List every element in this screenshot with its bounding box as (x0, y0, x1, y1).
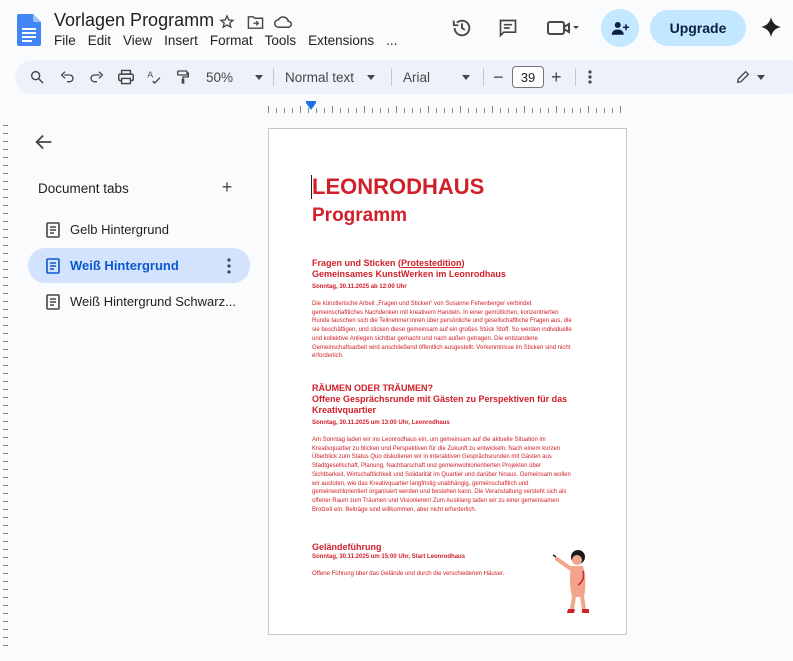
ruler-tick (572, 108, 573, 113)
ruler-tick (420, 108, 421, 113)
upgrade-button[interactable]: Upgrade (650, 10, 746, 46)
section-title (312, 383, 582, 416)
ruler-tick (476, 108, 477, 113)
cloud-status-icon[interactable] (273, 12, 293, 32)
section-date: Sonntag, 30.11.2025 um 13:00 Uhr, Leonrodhaus (312, 420, 450, 426)
menu-edit[interactable]: Edit (87, 33, 112, 48)
menu-bar (48, 33, 403, 48)
ruler-tick (3, 549, 8, 550)
zoom-select[interactable] (206, 60, 263, 94)
font-select[interactable] (403, 60, 470, 94)
ruler-tick (332, 106, 333, 113)
ruler-tick (3, 621, 8, 622)
ruler-tick (3, 325, 8, 326)
ruler-tick (492, 106, 493, 113)
ruler-tick (3, 269, 8, 270)
indent-marker[interactable] (306, 103, 316, 110)
more-options-icon[interactable] (588, 60, 592, 94)
ruler-tick (3, 357, 8, 358)
ruler-tick (3, 349, 8, 350)
ruler-tick (484, 108, 485, 113)
tab-label: Weiß Hintergrund Schwarz... (70, 294, 236, 309)
page-heading: LEONRODHAUS (312, 174, 485, 199)
ruler-tick (3, 573, 8, 574)
gemini-spark-icon[interactable] (757, 13, 785, 41)
ruler-tick (3, 565, 8, 566)
ruler-tick (372, 108, 373, 113)
increase-font-size-icon[interactable]: + (551, 66, 562, 87)
tab-more-options-icon[interactable] (226, 257, 232, 275)
document-title[interactable]: Vorlagen Programm (54, 10, 215, 30)
tab-weiss-hintergrund-schwarz[interactable] (28, 284, 250, 319)
ruler-tick (284, 108, 285, 113)
ruler-tick (3, 493, 8, 494)
section-title-line2: Gemeinsames KunstWerken im Leonrodhaus (312, 269, 506, 279)
ruler-tick (380, 108, 381, 113)
ruler-tick (3, 413, 8, 414)
ruler-tick (3, 525, 8, 526)
paint-format-icon[interactable] (175, 60, 191, 94)
ruler-tick (3, 557, 8, 558)
search-menus-icon[interactable] (29, 60, 45, 94)
document-icon (46, 294, 60, 310)
ruler-tick (588, 106, 589, 113)
ruler-tick (3, 333, 8, 334)
section-date: Sonntag, 30.11.2025 um 15:00 Uhr, Start Leonrodhaus (312, 554, 466, 560)
ruler-tick (388, 108, 389, 113)
ruler-tick (3, 421, 8, 422)
chevron-down-icon (462, 75, 470, 80)
document-icon (46, 258, 60, 274)
ruler-tick (3, 581, 8, 582)
menu-view[interactable]: View (123, 33, 153, 48)
ruler-tick (564, 108, 565, 113)
ruler-tick (3, 533, 8, 534)
section-title-part: ) (461, 258, 465, 268)
ruler-tick (3, 589, 8, 590)
ruler-tick (3, 245, 8, 246)
ruler-tick (3, 253, 8, 254)
ruler-tick (3, 429, 8, 430)
ruler-tick (3, 293, 8, 294)
ruler-tick (3, 181, 8, 182)
ruler-tick (3, 645, 8, 646)
chevron-down-icon (255, 75, 263, 80)
vertical-ruler[interactable] (0, 125, 10, 661)
document-tabs-title: Document tabs (38, 181, 129, 196)
ruler-tick (3, 133, 8, 134)
section-title-part: Fragen und Sticken ( (312, 258, 402, 268)
ruler-tick (3, 381, 8, 382)
section-title-underlined: Protestedition (401, 258, 462, 268)
ruler-tick (436, 108, 437, 113)
ruler-tick (3, 605, 8, 606)
menu-insert[interactable]: Insert (164, 33, 198, 48)
ruler-tick (548, 108, 549, 113)
menu-file[interactable]: File (54, 33, 76, 48)
meet-camera-icon[interactable] (540, 10, 586, 46)
ruler-tick (3, 453, 8, 454)
back-arrow-icon[interactable] (33, 131, 55, 153)
ruler-tick (3, 285, 8, 286)
ruler-tick (3, 125, 8, 126)
section-title-line2: Offene Gesprächsrunde mit Gästen zu Perspektiven für das Kreativquartier (312, 394, 568, 415)
ruler-tick (3, 237, 8, 238)
ruler-tick (604, 108, 605, 113)
ruler-tick (3, 229, 8, 230)
ruler-tick (3, 613, 8, 614)
style-value: Normal text (285, 69, 355, 85)
font-value: Arial (403, 69, 431, 85)
menu-format[interactable]: Format (209, 33, 253, 48)
ruler-tick (3, 261, 8, 262)
ruler-tick (3, 485, 8, 486)
ruler-tick (3, 597, 8, 598)
page-subheading: Programm (312, 205, 408, 226)
ruler-tick (3, 461, 8, 462)
share-button[interactable] (601, 9, 639, 47)
ruler-tick (348, 108, 349, 113)
ruler-tick (532, 108, 533, 113)
illustration-figure (551, 547, 597, 615)
tab-gelb-hintergrund[interactable] (28, 212, 250, 247)
ruler-tick (3, 301, 8, 302)
tab-weiss-hintergrund[interactable] (28, 248, 250, 283)
section-body: Offene Führung über das Gelände und durch die verschiedenen Häuser. (312, 571, 505, 577)
ruler-tick (3, 469, 8, 470)
ruler-tick (3, 437, 8, 438)
ruler-tick (404, 108, 405, 113)
ruler-tick (3, 501, 8, 502)
ruler-tick (452, 108, 453, 113)
ruler-tick (540, 108, 541, 113)
ruler-tick (3, 277, 8, 278)
section-body: Am Sonntag laden wir ins Leonrodhaus ein, um gemeinsam auf die aktuelle Situation im Kreativquartier zu blicken und Perspektiven für die Zukunft zu entwickeln. Nach einem kurzen Überblick zum Status Quo diskutieren wir in interaktiven Gesprächsrunden mit Gästen aus Stadtgesellschaft, Planung, Nachbarschaft und gemeinwohlorientierten Projekten über Sichtbarkeit, Wirtschaftlichkeit und Solidarität im Quartier und darüber hinaus. Gemeinsam wollen wir ausloten, wie das Kreativquartier langfristig unabhängig, gemeinschaftlich und gemeinwohlorientiert organisiert werden und bestehen kann. Die Veranstaltung versteht sich als offener Raum zum Träumen und Visionieren! Zum Ausklang laden wir zu einer gemeinsamen Brotzeit ein: Beiträge sind willkommen, aber nicht erforderlich. (312, 437, 571, 513)
undo-icon[interactable] (59, 60, 75, 94)
editing-mode-pencil-icon[interactable] (735, 60, 765, 94)
ruler-tick (340, 108, 341, 113)
ruler-tick (3, 149, 8, 150)
ruler-tick (3, 477, 8, 478)
ruler-tick (356, 108, 357, 113)
chevron-down-icon (757, 75, 765, 80)
ruler-tick (3, 541, 8, 542)
ruler-tick (620, 106, 621, 113)
menu-extensions[interactable]: Extensions (308, 33, 375, 48)
ruler-tick (300, 106, 301, 113)
ruler-tick (612, 108, 613, 113)
formatting-toolbar (15, 60, 793, 94)
ruler-tick (324, 108, 325, 113)
ruler-tick (3, 205, 8, 206)
ruler-tick (3, 637, 8, 638)
horizontal-ruler[interactable] (268, 104, 628, 114)
ruler-tick (276, 108, 277, 113)
ruler-tick (596, 108, 597, 113)
ruler-tick (3, 317, 8, 318)
ruler-tick (428, 106, 429, 113)
ruler-tick (3, 309, 8, 310)
ruler-tick (3, 213, 8, 214)
ruler-tick (3, 397, 8, 398)
section-title-line1: RÄUMEN ODER TRÄUMEN? (312, 383, 433, 393)
ruler-tick (3, 389, 8, 390)
spellcheck-icon[interactable] (146, 60, 162, 94)
ruler-tick (3, 509, 8, 510)
ruler-tick (316, 108, 317, 113)
ruler-tick (3, 373, 8, 374)
add-tab-icon[interactable]: + (221, 176, 233, 197)
ruler-tick (556, 106, 557, 113)
ruler-tick (3, 173, 8, 174)
comments-icon[interactable] (490, 10, 526, 46)
ruler-tick (364, 106, 365, 113)
ruler-tick (580, 108, 581, 113)
menu-more[interactable]: ... (386, 33, 398, 48)
chevron-down-icon (367, 75, 375, 80)
ruler-tick (412, 108, 413, 113)
ruler-tick (508, 108, 509, 113)
ruler-tick (3, 365, 8, 366)
section-title (312, 258, 582, 280)
ruler-tick (3, 189, 8, 190)
document-icon (46, 222, 60, 238)
ruler-tick (3, 221, 8, 222)
print-icon[interactable] (117, 60, 135, 94)
ruler-tick (396, 106, 397, 113)
style-select[interactable] (285, 60, 375, 94)
ruler-tick (3, 341, 8, 342)
menu-tools[interactable]: Tools (264, 33, 297, 48)
document-page[interactable] (268, 128, 627, 635)
section-title: Geländeführung (312, 542, 382, 552)
ruler-tick (3, 197, 8, 198)
svg-text:A: A (147, 69, 154, 80)
ruler-tick (3, 165, 8, 166)
section-body: Die künstlerische Arbeit „Fragen und Sticken“ von Susanne Fehenberger verbindet gemeinschaftliches Nachdenken mit kreativem Handeln. In einer gemütlichen, konzentrierten Runde tauschen sich die Teilnehmer:innen über persönliche und gesellschaftliche Fragen aus, die sie beschäftigen, und sticken diese gemeinsam auf ein großes Stück Stoff. So werden individuelle und kollektive Anliegen sichtbar gemacht und nach außen getragen. Die entstandene Gemeinschaftsarbeit wird anschließend öffentlich ausgestellt. Vorkenntnisse im Sticken sind nicht erforderlich. (312, 301, 572, 360)
ruler-tick (444, 108, 445, 113)
ruler-tick (524, 106, 525, 113)
ruler-tick (3, 141, 8, 142)
ruler-tick (3, 405, 8, 406)
ruler-tick (460, 106, 461, 113)
ruler-tick (3, 629, 8, 630)
ruler-tick (268, 106, 269, 113)
ruler-tick (516, 108, 517, 113)
decrease-font-size-icon[interactable]: − (493, 66, 504, 87)
ruler-tick (3, 157, 8, 158)
redo-icon[interactable] (89, 60, 105, 94)
tab-label: Weiß Hintergrund (70, 258, 179, 273)
version-history-icon[interactable] (444, 10, 480, 46)
ruler-tick (292, 108, 293, 113)
ruler-tick (468, 108, 469, 113)
title-bar (0, 0, 793, 58)
docs-logo-icon[interactable] (17, 14, 41, 46)
ruler-tick (500, 108, 501, 113)
move-folder-icon[interactable] (245, 12, 265, 32)
font-size-input[interactable]: 39 (512, 66, 544, 88)
section-date: Sonntag, 30.11.2025 ab 12:00 Uhr (312, 284, 407, 290)
zoom-value: 50% (206, 69, 234, 85)
tab-label: Gelb Hintergrund (70, 222, 169, 237)
ruler-tick (3, 517, 8, 518)
star-icon[interactable] (217, 12, 237, 32)
ruler-tick (3, 445, 8, 446)
